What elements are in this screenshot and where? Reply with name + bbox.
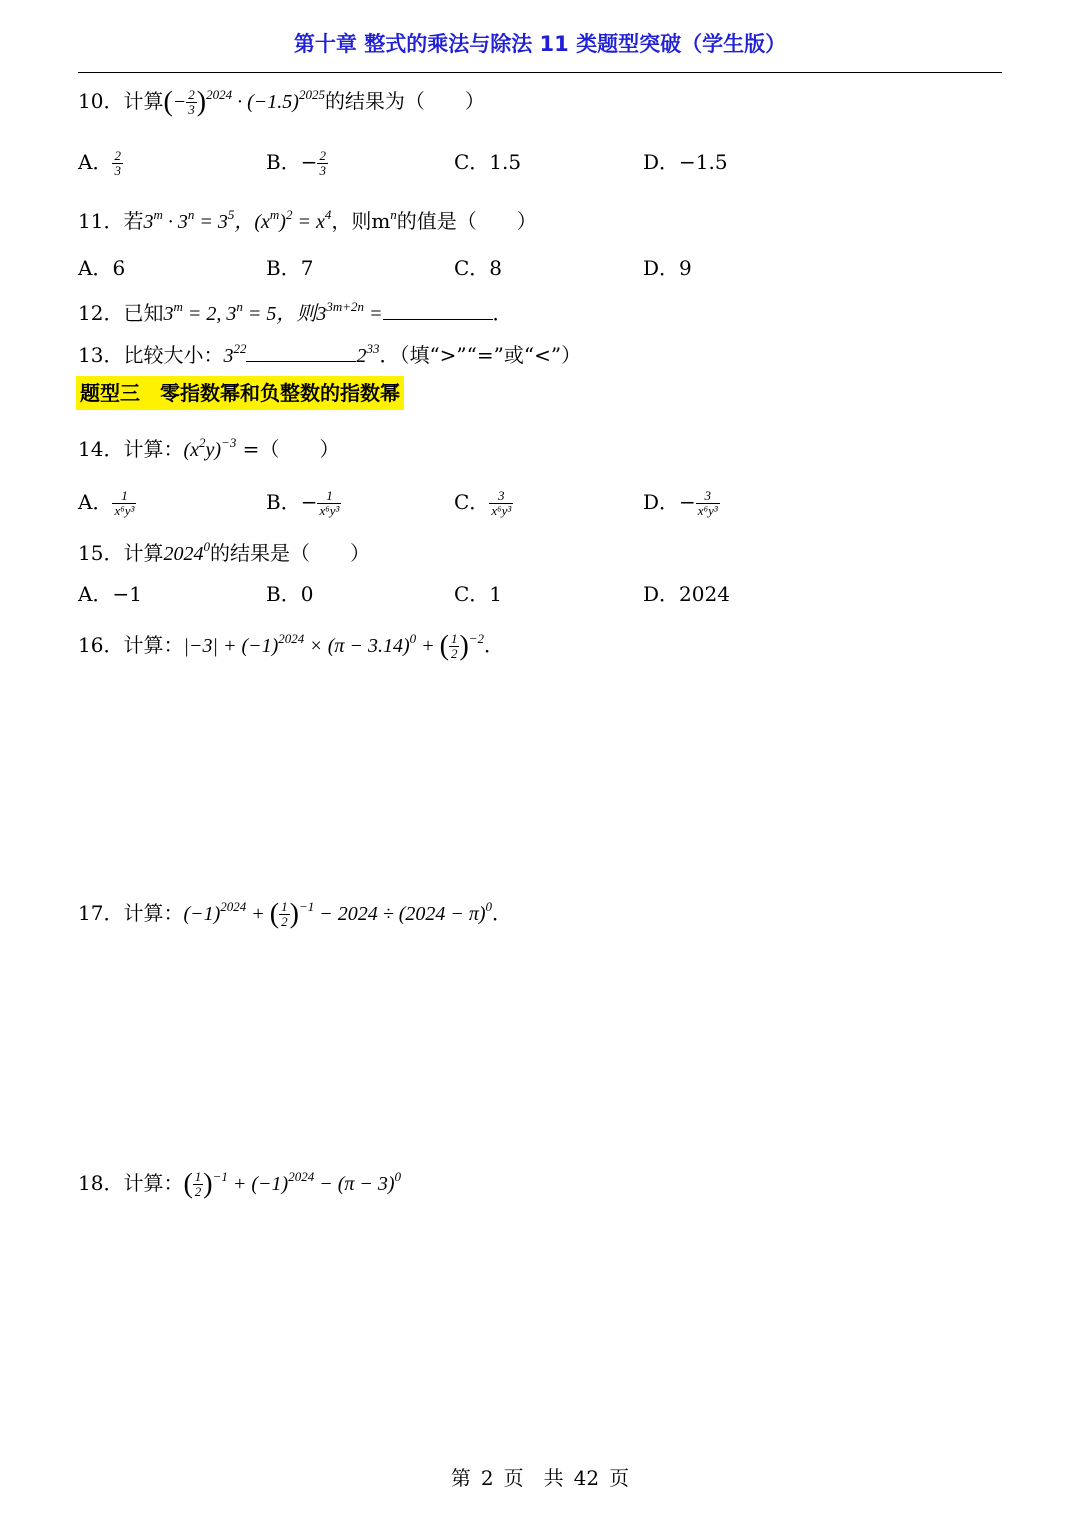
option-d: D．− $\frac{3}{\text{x⁶y³}}$ [643,488,718,518]
option-d: D．9 [643,256,692,280]
option-a: A．−1 [78,582,142,606]
option-d: D．2024 [643,582,730,606]
option-c: C．1.5 [454,150,522,174]
answer-blank [246,343,356,362]
question-11-options [78,248,838,288]
option-b: B．0 [266,582,314,606]
question-18: 18．计算：( $\frac{1}{2}$ )$^{-1} + (-1)^{2024} - (\pi - 3)^0$ [78,1168,402,1200]
question-15: 15．计算2024$^0$的结果是（ ） [78,539,370,565]
question-11: 11．若$3^m \cdot 3^n = 3^5$，$(x^m)^2 = x^4$，则$m^n$的值是（ ） [78,207,537,233]
option-c: C． $\frac{3}{\text{x⁶y³}}$ [454,488,512,518]
question-10-options [78,142,838,182]
section-title: 题型三 零指数幂和负整数的指数幂 [76,376,404,410]
option-a: A． $\frac{1}{\text{x⁶y³}}$ [78,488,135,518]
question-15-options [78,574,838,614]
question-13: 13．比较大小：$3^{22}$ $2^{33}$．（填“>”“=”或“<”） [78,341,582,367]
answer-blank [383,301,493,320]
question-14-options [78,482,838,522]
option-b: B．− $\frac{2}{3}$ [266,148,326,178]
question-17: 17．计算：$(-1)^{2024}$ + ( $\frac{1}{2}$ )$^{-1} - 2024 \div (2024 - \pi)^0$． [78,898,513,930]
header-divider [78,72,1002,73]
option-b: B．− $\frac{1}{\text{x⁶y³}}$ [266,488,340,518]
option-b: B．7 [266,256,314,280]
option-a: A． $\frac{2}{3}$ [78,148,121,178]
question-10: 10．计算(− $\frac{2}{3}$ )$^{2024} \cdot (-1.5)^{2025}$的结果为（ ） [78,86,485,118]
option-a: A．6 [78,256,126,280]
question-12: 12．已知$3^m = 2$, $3^n = 5$，则$3^{3m+2n}$ = ． [78,299,513,325]
page-header-title: 第十章 整式的乘法与除法 11 类题型突破（学生版） [293,32,787,56]
option-c: C．1 [454,582,503,606]
question-16: 16．计算：$|-3| + (-1)^{2024} \times (\pi - 3.14)^0$ + ( $\frac{1}{2}$ )$^{-2}$． [78,630,505,662]
fraction: $\frac{2}{3}$ [188,87,195,117]
question-14: 14．计算：$(x^2y)^{-3}$ =（ ） [78,435,340,461]
option-d: D．−1.5 [643,150,728,174]
option-c: C．8 [454,256,503,280]
page-footer: 第 2 页 共 42 页 [450,1466,630,1490]
